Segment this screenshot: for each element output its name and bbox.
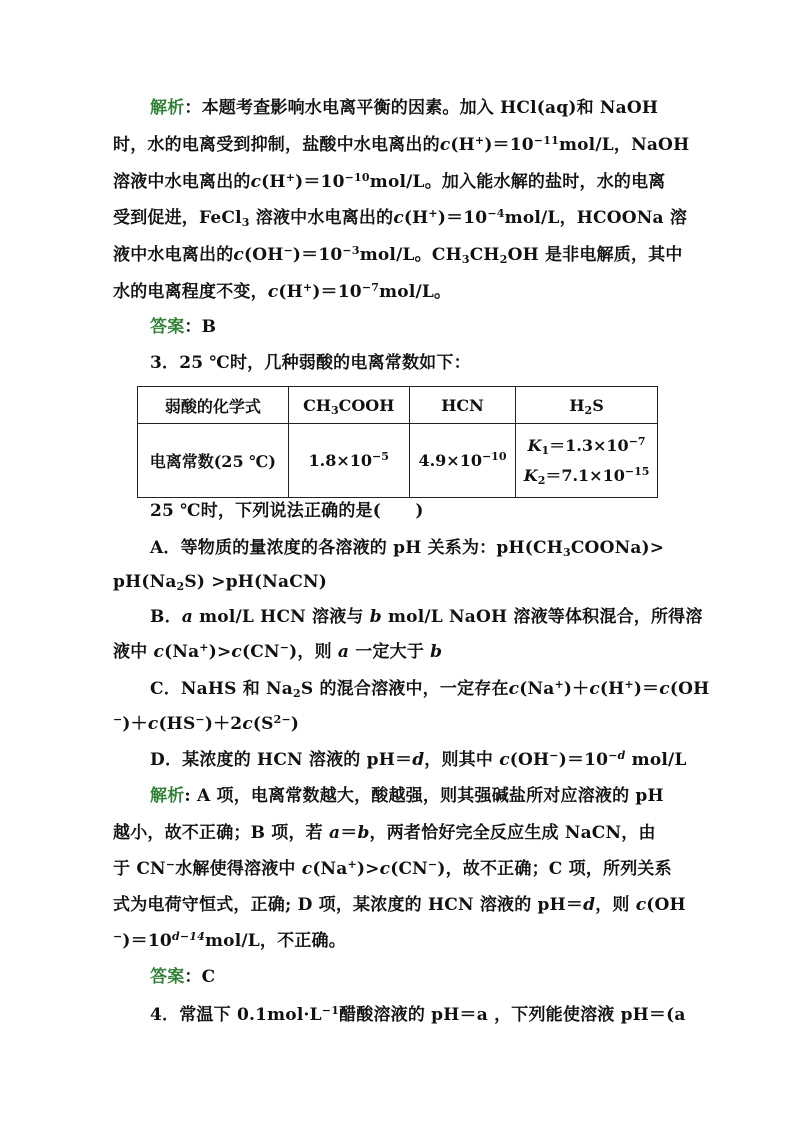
- answer-value: ：B: [184, 317, 217, 337]
- k1-value: $K_1=1.3\times 10^{-7}$: [527, 434, 646, 457]
- analysis-line: 解析: A 项，电离常数越大，酸越强，则其强碱盐所对应溶液的 pH: [150, 786, 664, 806]
- option-d: D．某浓度的 HCN 溶液的 pH＝d，则其中 $c(OH^-)=10^{-d}$ mol/L: [150, 749, 687, 770]
- question-intro: 3．25 ℃时，几种弱酸的电离常数如下：: [150, 353, 471, 373]
- option-c-cont: $^-)+c(HS^-)+2c(S^{2-})$: [113, 713, 300, 734]
- table-row: [138, 424, 658, 498]
- analysis-line: 溶液中水电离出的$c(H^+)=10^{-10}mol/L$。加入能水解的盐时，水的电离: [113, 171, 666, 192]
- analysis-line: $^-)=10^{d-14}mol/L$，不正确。: [113, 930, 346, 951]
- table-header-row: [138, 387, 658, 424]
- answer-label: 答案: [150, 317, 185, 337]
- table-header-cell: $CH_3COOH$: [288, 387, 409, 424]
- option-a-cont: $pH(Na_2S)$ >pH(NaCN): [113, 572, 327, 593]
- option-b: B．a mol/L HCN 溶液与 b mol/L NaOH 溶液等体积混合，所得溶: [150, 607, 703, 627]
- analysis-line: 式为电荷守恒式，正确; D 项，某浓度的 HCN 溶液的 pH＝d，则 c(OH: [113, 895, 686, 915]
- analysis-line: 水的电离程度不变，$c(H^+)=10^{-7}mol/L$。: [113, 281, 452, 302]
- question-4: 4．常温下 $0.1mol\cdot L^{-1}$醋酸溶液的 pH＝a ，下列能使溶液 pH＝(a: [150, 1004, 686, 1025]
- analysis-line: 解析：本题考查影响水电离平衡的因素。加入 HCl(aq)和 NaOH: [150, 98, 659, 118]
- analysis-label: 解析: [150, 786, 185, 806]
- answer-line: [150, 966, 685, 988]
- answer-label: 答案: [150, 967, 185, 987]
- table-cell: $1.8\times 10^{-5}$: [288, 424, 409, 498]
- question-stem: 25 ℃时，下列说法正确的是( ): [150, 501, 424, 521]
- analysis-line: 于 CN−水解使得溶液中 c(Na+)>c(CN−)，故不正确；C 项，所列关系: [113, 858, 672, 879]
- analysis-label: 解析: [150, 98, 185, 118]
- table-header-cell: HCN: [409, 387, 515, 424]
- table-header-cell: 弱酸的化学式: [138, 387, 289, 424]
- table-cell: $4.9\times 10^{-10}$: [409, 424, 515, 498]
- table-cell: [516, 424, 658, 498]
- option-b-cont: 液中 c(Na+)>c(CN−)，则 a 一定大于 b: [113, 641, 443, 662]
- analysis-line: 越小，故不正确；B 项，若 a＝b，两者恰好完全反应生成 NaCN，由: [113, 823, 656, 843]
- ionization-constant-table: [137, 386, 658, 498]
- k2-value: $K_2=7.1\times 10^{-15}$: [523, 464, 650, 487]
- answer-value: ：C: [184, 967, 216, 987]
- analysis-line: 时，水的电离受到抑制，盐酸中水电离出的$c(H^+)=10^{-11}mol/L$，NaOH: [113, 134, 690, 155]
- option-c: C．NaHS 和 $Na_2S$ 的混合溶液中，一定存在c(Na+)＋c(H+)＝c(OH: [150, 678, 710, 700]
- analysis-line: 液中水电离出的$c(OH^-)=10^{-3}mol/L$。$CH_3CH_2OH$ 是非电解质，其中: [113, 244, 683, 266]
- table-header-cell: $H_2S$: [516, 387, 658, 424]
- option-a: A．等物质的量浓度的各溶液的 pH 关系为：$pH(CH_3COONa)>$: [150, 538, 665, 559]
- table-cell: 电离常数(25 ℃): [138, 424, 289, 498]
- answer-line: [150, 316, 685, 338]
- analysis-line: 受到促进，FeCl$_3$ 溶液中水电离出的$c(H^+)=10^{-4}mol/L$，HCOONa 溶: [113, 207, 688, 229]
